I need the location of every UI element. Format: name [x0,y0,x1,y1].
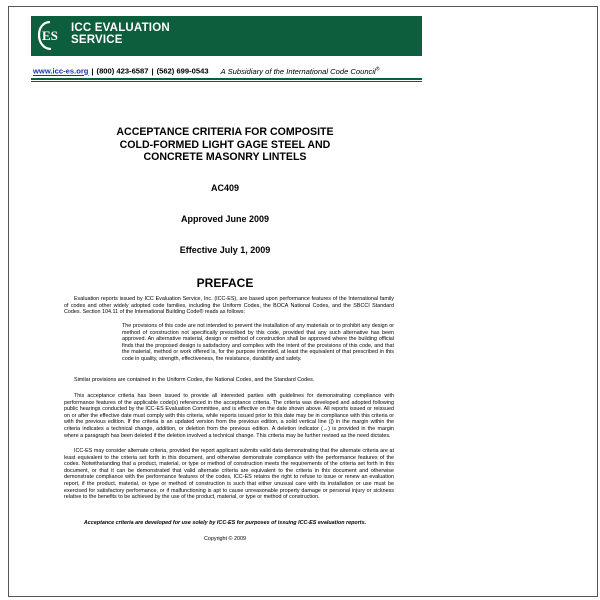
subsidiary-text: A Subsidiary of the International Code Council® [220,66,380,76]
brand-line2: SERVICE [71,34,123,46]
website-link[interactable]: www.icc-es.org [33,66,89,76]
preface-paragraph-1: Evaluation reports issued by ICC Evaluation Service, Inc. (ICC-ES), are based upon performance features of the International family of codes and other widely adopted code families, including the Uniform Codes, the BOCA National Codes, and the SBCCI Standard Codes. Section 104.11 of the International Building Code® reads as follows: [64,296,394,316]
code-quote: The provisions of this code are not intended to prevent the installation of any materials or to prohibit any design or method of construction not specifically prescribed by this code, provided that any such alternative has been approved. An alternative material, design or method of construction shall be approved where the building official finds that the proposed design is satisfactory and complies with the intent of the provisions of this code, and that the material, method or work offered is, for the purpose intended, at least the equivalent of that prescribed in this code in quality, strength, effectiveness, fire resistance, durability and safety. [122,323,394,362]
preface-paragraph-4: ICC-ES may consider alternate criteria, provided the report applicant submits valid data demonstrating that the alternate criteria are at least equivalent to the criteria set forth in this document, and otherwise demonstrate compliance with the performance features of the codes. Notwithstanding that a product, material, or type or method of construction meets the requirements of the criteria set forth in this document, or that it can be demonstrated that valid alternate criteria are equivalent to the criteria in this document and otherwise demonstrate compliance with the performance features of the codes, ICC-ES retains the right to refuse to issue or renew an evaluation report, if the product, material, or type or method of construction is such that either unusual care with its installation or use must be exercised for satisfactory performance, or if malfunctioning is apt to cause unreasonable property damage or personal injury or sickness relative to the benefits to be achieved by the use of the product, material, or type or method of construction. [64,448,394,501]
contact-line: www.icc-es.org | (800) 423-6587 | (562) 699-0543 A Subsidiary of the International Code Council® [33,66,380,76]
header-rule [31,78,422,80]
header-rule-thin [31,81,422,82]
phone-primary: (800) 423-6587 [96,66,149,76]
icc-es-banner [31,16,422,56]
document-title: ACCEPTANCE CRITERIA FOR COMPOSITE COLD-FORMED LIGHT GAGE STEEL AND CONCRETE MASONRY LINTELS [116,126,334,163]
icc-es-logo-icon [37,21,63,50]
preface-paragraph-3: This acceptance criteria has been issued to provide all interested parties with guidelines for demonstrating compliance with performance features of the applicable code(s) referenced in the acceptance criteria. The criteria was developed and adopted following public hearings conducted by the ICC-ES Evaluation Committee, and is effective on the date shown above. All reports issued or reissued on or after the effective date must comply with this criteria, while reports issued prior to this date may be in compliance with this criteria or with the previous edition. If the criteria is an updated version from the previous edition, a solid vertical line (|) in the margin within the criteria indicates a technical change, addition, or deletion from the previous edition. A deletion indicator (→) is provided in the margin where a paragraph has been deleted if the deletion involved a technical change. This criteria may be further revised as the need dictates. [64,393,394,439]
logo-text: ES [42,28,58,43]
brand-name [71,22,170,46]
approved-date: Approved June 2009 [180,214,270,224]
copyright: Copyright © 2009 [203,536,247,542]
disclaimer: Acceptance criteria are developed for use solely by ICC-ES for purposes of issuing ICC-ES evaluation reports. [83,520,367,526]
criteria-id: AC409 [210,183,239,193]
preface-paragraph-2: Similar provisions are contained in the Uniform Codes, the National Codes, and the Standard Codes. [74,377,315,383]
brand-line1: ICC EVALUATION [71,22,170,34]
effective-date: Effective July 1, 2009 [179,245,271,255]
preface-heading: PREFACE [196,276,254,290]
phone-secondary: (562) 699-0543 [156,66,209,76]
